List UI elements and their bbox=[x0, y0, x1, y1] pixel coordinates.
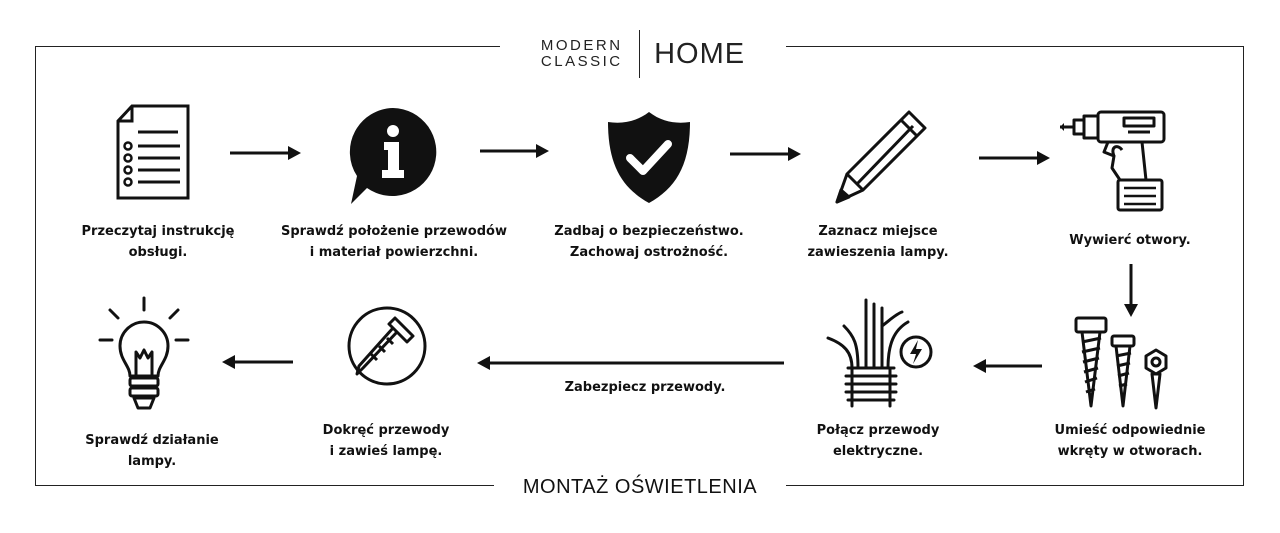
drill-icon bbox=[1058, 110, 1170, 218]
step-label-line: Sprawdź położenie przewodów bbox=[281, 224, 507, 239]
step-label-line: Zachowaj ostrożność. bbox=[569, 245, 729, 260]
step-label-line: lampy. bbox=[127, 454, 177, 469]
step-label-line: i materiał powierzchni. bbox=[309, 245, 479, 260]
brand-name: HOME bbox=[654, 37, 746, 70]
screws-icon bbox=[1070, 314, 1176, 412]
step-label bbox=[58, 221, 258, 263]
arrow-right-4 bbox=[979, 150, 1051, 166]
document-list-icon bbox=[112, 104, 192, 200]
screw-circle-icon bbox=[335, 304, 439, 388]
shield-check-icon bbox=[604, 110, 694, 205]
step-label-line: Połącz przewody bbox=[816, 423, 940, 438]
step-label bbox=[66, 430, 238, 472]
step-label bbox=[1036, 420, 1224, 462]
step-label bbox=[788, 221, 968, 263]
arrow-left-long bbox=[476, 355, 784, 371]
arrow-left-1 bbox=[972, 358, 1042, 374]
brand-line-1: MODERN bbox=[540, 37, 623, 54]
pencil-icon bbox=[833, 108, 929, 206]
step-label-line: wkręty w otworach. bbox=[1057, 444, 1203, 459]
step-label-line: Umieść odpowiednie bbox=[1054, 423, 1206, 438]
step-label-line: Sprawdź działanie bbox=[85, 433, 219, 448]
arrow-right-1 bbox=[230, 145, 302, 161]
step-label bbox=[274, 221, 514, 263]
wires-electric-icon bbox=[824, 296, 936, 410]
step-label bbox=[539, 221, 759, 263]
brand-wordmark bbox=[541, 38, 623, 70]
step-label-line: i zawieś lampę. bbox=[329, 444, 443, 459]
info-bubble-icon bbox=[347, 106, 439, 206]
step-label-line: Dokręć przewody bbox=[322, 423, 450, 438]
step-label-line: elektryczne. bbox=[832, 444, 924, 459]
step-label-line: Przeczytaj instrukcję bbox=[81, 224, 235, 239]
light-bulb-icon bbox=[98, 296, 190, 414]
step-label bbox=[792, 420, 964, 462]
step-label-line: zawieszenia lampy. bbox=[807, 245, 949, 260]
arrow-left-2 bbox=[221, 354, 293, 370]
step-label-line: Zadbaj o bezpieczeństwo. bbox=[554, 224, 744, 239]
step-label-line: Wywierć otwory. bbox=[1069, 233, 1191, 248]
arrow-right-2 bbox=[480, 143, 550, 159]
middle-step-label: Zabezpiecz przewody. bbox=[564, 380, 726, 395]
brand-separator bbox=[639, 30, 641, 78]
step-label-line: obsługi. bbox=[128, 245, 188, 260]
step-label-line: Zaznacz miejsce bbox=[818, 224, 938, 239]
brand-line-2: CLASSIC bbox=[540, 53, 623, 70]
arrow-down bbox=[1123, 264, 1139, 318]
diagram-title: MONTAŻ OŚWIETLENIA bbox=[494, 472, 786, 502]
arrow-right-3 bbox=[730, 146, 802, 162]
step-label bbox=[300, 420, 472, 462]
brand-logo bbox=[500, 28, 786, 80]
step-label bbox=[1040, 230, 1220, 251]
